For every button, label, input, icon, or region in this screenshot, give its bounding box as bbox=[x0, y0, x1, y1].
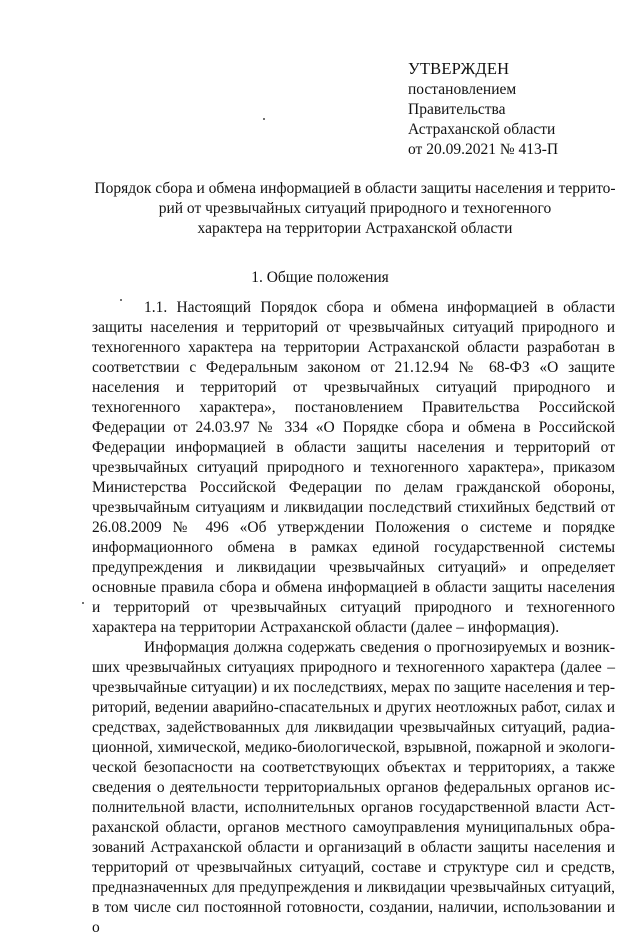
approval-line: постановлением bbox=[408, 81, 517, 98]
body-paragraph: Информация должна содержать сведения о прогнозируемых и возникших чрезвычайных ситуациях природного и техногенного характера (далее – чрезвычайные ситуации) и их последствиях, мерах по защите населения и территорий, ведении аварийно-спасательных и других неотложных работ, силах и средствах, задействованных для ликвидации чрезвычайных ситуаций, радиационной, химической, медико-биологической, взрывной, пожарной и экологической безопасности на соответствующих объектах и территориях, а также сведения о деятельности территориальных органов федеральных органов исполнительной власти, исполнительных органов государственной власти Астраханской области, органов местного самоуправления муниципальных образований Астраханской области и организаций в области защиты населения и территорий от чрезвычайных ситуаций, составе и структуре сил и средств, предназначенных для предупреждения и ликвидации чрезвычайных ситуаций, в том числе сил постоянной готовности, создании, наличии, использовании и о bbox=[92, 639, 615, 936]
approval-block bbox=[408, 58, 628, 160]
approval-heading: УТВЕРЖДЕН bbox=[408, 59, 510, 78]
scan-speck bbox=[263, 118, 265, 120]
approval-line: Правительства bbox=[408, 101, 506, 118]
approval-line: от 20.09.2021 № 413-П bbox=[408, 141, 559, 158]
document-title-line: Порядок сбора и обмена информацией в области защиты населения и террито- bbox=[94, 180, 616, 197]
approval-line: Астраханской области bbox=[408, 121, 556, 138]
body-paragraph: 1.1. Настоящий Порядок сбора и обмена информацией в области защиты населения и территорий от чрезвычайных ситуаций природного и техногенного характера на территории Астраханской области разработан в соответствии с Федеральным законом от 21.12.94 № 68-ФЗ «О защите населения и территорий от чрезвычайных ситуаций природного и техногенного характера», постановлением Правительства Российской Федерации от 24.03.97 № 334 «О Порядке сбора и обмена в Российской Федерации информацией в области защиты населения и территорий от чрезвычайных ситуаций природного и техногенного характера», приказом Министерства Российской Федерации по делам гражданской обороны, чрезвычайным ситуациям и ликвидации последствий стихийных бедствий от 26.08.2009 № 496 «Об утверждении Положения о системе и порядке информационного обмена в рамках единой государственной системы предупреждения и ликвидации чрезвычайных ситуаций» и определяет основные правила сбора и обмена информацией в области защиты населения и территорий от чрезвычайных ситуаций природного и техногенного характера на территории Астраханской области (далее – информация). bbox=[92, 299, 615, 636]
scan-speck bbox=[120, 299, 122, 301]
section-heading: 1. Общие положения bbox=[251, 269, 389, 286]
document-body bbox=[92, 298, 615, 938]
document-title bbox=[90, 179, 620, 239]
document-title-line: характера на территории Астраханской области bbox=[197, 220, 513, 237]
scan-speck bbox=[82, 602, 84, 604]
document-title-line: рий от чрезвычайных ситуаций природного и техногенного bbox=[158, 200, 552, 217]
